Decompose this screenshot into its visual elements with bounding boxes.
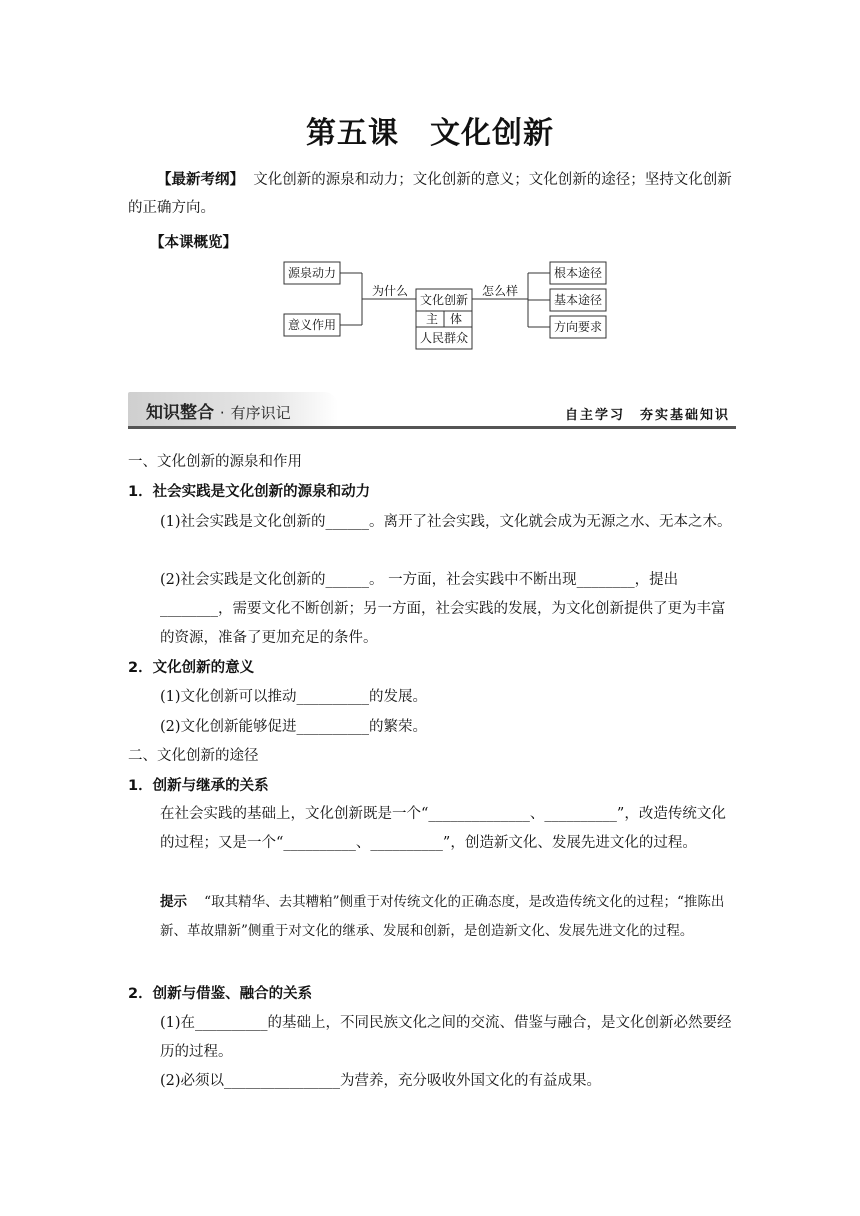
- section-divider: [128, 426, 736, 429]
- p1-item-1: (1)社会实践是文化创新的______。离开了社会实践，文化就会成为无源之水、无本之木。: [160, 514, 732, 530]
- p2-item-3: (2)必须以________________为营养，充分吸收外国文化的有益成果。: [160, 1073, 602, 1089]
- syllabus-text: 文化创新的源泉和动力；文化创新的意义；文化创新的途径；坚持文化创新的正确方向。: [128, 172, 732, 216]
- p1-item-2: (2)社会实践是文化创新的______。 一方面，社会实践中不断出现________，提出________，需要文化不断创新；另一方面，社会实践的发展，为文化创新提供了更为丰富的资源，准备了更加充足的条件。: [160, 572, 726, 646]
- p1-subheading-2: 2．文化创新的意义: [128, 660, 255, 676]
- section-title: [146, 398, 291, 423]
- part-2-heading: 二、文化创新的途径: [128, 748, 259, 764]
- right-node-2-text: 基本途径: [553, 293, 603, 307]
- center-text: 文化创新: [419, 293, 469, 307]
- hint-label: 提示: [160, 894, 187, 910]
- p1-item-3: (1)文化创新可以推动__________的发展。: [160, 689, 428, 705]
- people-text: 人民群众: [419, 331, 469, 345]
- p2-subheading-1: 1．创新与继承的关系: [128, 778, 269, 794]
- subject-text: 主 体: [425, 312, 463, 326]
- how-label: 怎么样: [481, 284, 519, 298]
- p1-item-4: (2)文化创新能够促进__________的繁荣。: [160, 719, 428, 735]
- right-node-3-text: 方向要求: [553, 320, 603, 334]
- why-label: 为什么: [371, 284, 409, 298]
- section-sub-text: 有序识记: [230, 404, 291, 422]
- syllabus-label: 【最新考纲】: [157, 172, 244, 188]
- part-1-heading: 一、文化创新的源泉和作用: [128, 454, 302, 470]
- syllabus: [128, 166, 734, 222]
- section-main-text: 知识整合: [146, 403, 214, 423]
- hint-block: [160, 888, 732, 946]
- p2-subheading-2: 2．创新与借鉴、融合的关系: [128, 986, 313, 1002]
- p1-subheading-1: 1．社会实践是文化创新的源泉和动力: [128, 484, 371, 500]
- section-right-text: 自主学习 夯实基础知识: [564, 408, 730, 423]
- left-node-1-text: 源泉动力: [287, 266, 337, 280]
- overview-label: 【本课概览】: [150, 235, 237, 251]
- p2-item-1: 在社会实践的基础上，文化创新既是一个“______________、__________”，改造传统文化的过程；又是一个“__________、__________”，创造新文化、发展先进文化的过程。: [160, 806, 726, 851]
- hint-text: “取其精华、去其糟粕”侧重于对传统文化的正确态度，是改造传统文化的过程；“推陈出新、革故鼎新”侧重于对文化的继承、发展和创新，是创造新文化、发展先进文化的过程。: [160, 894, 725, 939]
- right-node-1-text: 根本途径: [553, 266, 603, 280]
- overview-diagram: [278, 256, 618, 356]
- page-title: 第五课 文化创新: [306, 116, 554, 151]
- left-node-2-text: 意义作用: [287, 318, 337, 332]
- section-dot: ·: [219, 404, 225, 422]
- section-header: [128, 392, 736, 430]
- p2-item-2: (1)在__________的基础上，不同民族文化之间的交流、借鉴与融合，是文化创新必然要经历的过程。: [160, 1015, 732, 1060]
